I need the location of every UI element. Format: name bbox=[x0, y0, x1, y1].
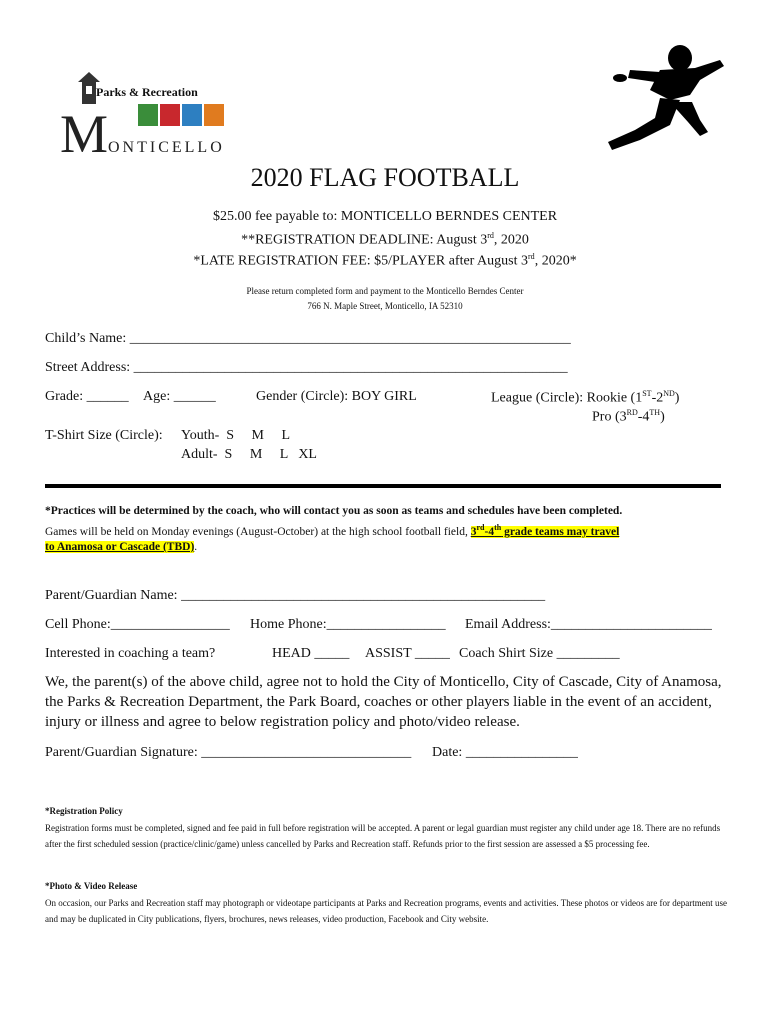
photo-title: *Photo & Video Release bbox=[45, 881, 138, 891]
policy-text: Registration forms must be completed, signed and fee paid in full before registration will be accepted. A parent or legal guardian must register any child under age 18. There are no refunds after the first scheduled session (practice/clinic/game) unless cancelled by Parks and Recreation staff. Refunds prior to the first session are assessed a $5 processing fee. bbox=[45, 823, 721, 849]
waiver-text: We, the parent(s) of the above child, agree not to hold the City of Monticello, City of Cascade, City of Anamosa, the Parks & Recreation Department, the Park Board, coaches or other players liable in the event of an accident, injury or illness and agree to below registration policy and photo/video release. bbox=[45, 674, 722, 730]
logo-rest: ONTICELLO bbox=[108, 139, 225, 156]
photo-text: On occasion, our Parks and Recreation staff may photograph or videotape participants at Parks and Recreation programs, events and activities. These photos or videos are for department use and may be duplicated in City publications, flyers, brochures, news releases, video production, Facebook and City website. bbox=[45, 898, 727, 924]
street-address-field[interactable]: Street Address: ______________________________________________________________ bbox=[45, 360, 568, 375]
logo-letter: M bbox=[60, 104, 109, 160]
practice-notice: *Practices will be determined by the coach, who will contact you as soon as teams and schedules have been completed. bbox=[45, 505, 623, 517]
deadline-line: **REGISTRATION DEADLINE: August 3rd, 2020 bbox=[241, 231, 529, 248]
guardian-name-field[interactable]: Parent/Guardian Name: ____________________________________________________ bbox=[45, 588, 546, 603]
return-line-1: Please return completed form and payment to the Monticello Berndes Center bbox=[246, 286, 524, 296]
home-phone-field[interactable]: Home Phone:_________________ bbox=[250, 617, 446, 632]
league-pro-option[interactable]: Pro (3RD-4TH) bbox=[592, 408, 665, 425]
grade-field[interactable]: Grade: ______ bbox=[45, 389, 129, 404]
logo-tile-green bbox=[138, 104, 158, 126]
cell-phone-field[interactable]: Cell Phone:_________________ bbox=[45, 617, 230, 632]
tshirt-label: T-Shirt Size (Circle): bbox=[45, 428, 163, 443]
tshirt-youth-options[interactable]: Youth- S M L bbox=[181, 428, 291, 443]
parks-recreation-logo bbox=[58, 70, 238, 160]
age-field[interactable]: Age: ______ bbox=[143, 389, 216, 404]
page-title: 2020 FLAG FOOTBALL bbox=[250, 163, 520, 192]
league-field[interactable]: League (Circle): Rookie (1ST-2ND) bbox=[491, 389, 680, 406]
late-fee-line: *LATE REGISTRATION FEE: $5/PLAYER after August 3rd, 2020* bbox=[193, 252, 577, 269]
return-line-2: 766 N. Maple Street, Monticello, IA 52310 bbox=[307, 301, 463, 311]
logo-tile-orange bbox=[204, 104, 224, 126]
coach-shirt-field[interactable]: Coach Shirt Size _________ bbox=[459, 646, 620, 661]
coach-head-field[interactable]: HEAD _____ bbox=[272, 646, 350, 661]
divider bbox=[45, 484, 721, 488]
email-field[interactable]: Email Address:_______________________ bbox=[465, 617, 712, 632]
coach-assist-field[interactable]: ASSIST _____ bbox=[365, 646, 450, 661]
games-notice-line2: to Anamosa or Cascade (TBD). bbox=[45, 541, 198, 553]
child-name-field[interactable]: Child’s Name: _______________________________________________________________ bbox=[45, 331, 571, 346]
date-field[interactable]: Date: ________________ bbox=[432, 745, 578, 760]
fee-line: $25.00 fee payable to: MONTICELLO BERNDES CENTER bbox=[212, 209, 558, 224]
games-notice: Games will be held on Monday evenings (August-October) at the high school football field, 3rd-4th grade teams may travel bbox=[45, 523, 620, 538]
logo-tile-red bbox=[160, 104, 180, 126]
gender-field[interactable]: Gender (Circle): BOY GIRL bbox=[256, 389, 417, 404]
football-runner-icon bbox=[600, 40, 730, 160]
logo-top-text: Parks & Recreation bbox=[96, 85, 198, 99]
signature-field[interactable]: Parent/Guardian Signature: ______________________________ bbox=[45, 745, 412, 760]
coach-question: Interested in coaching a team? bbox=[45, 646, 216, 661]
logo-tile-blue bbox=[182, 104, 202, 126]
policy-title: *Registration Policy bbox=[45, 806, 123, 816]
tshirt-adult-options[interactable]: Adult- S M L XL bbox=[181, 447, 317, 462]
